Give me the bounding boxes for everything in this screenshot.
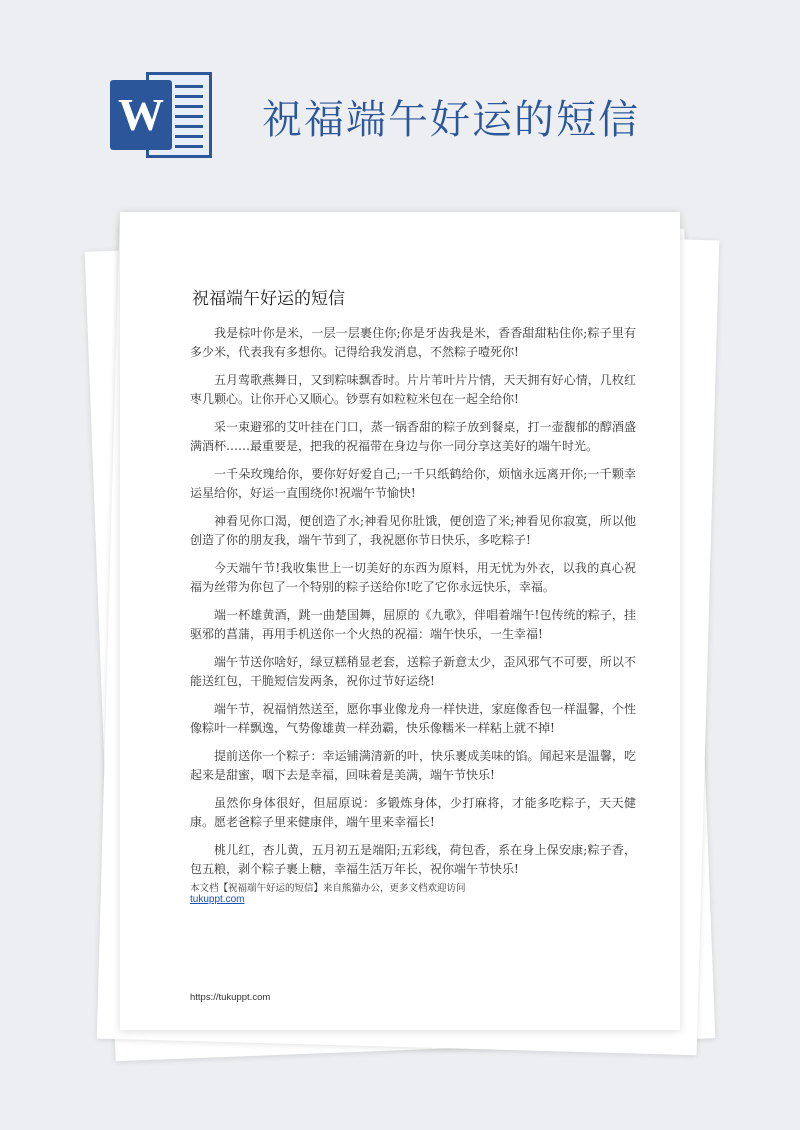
paragraph: 端午节，祝福悄然送至，愿你事业像龙舟一样快进，家庭像香包一样温馨，个性像粽叶一样飘逸，气势像雄黄一样劲霸，快乐像糯米一样粘上就不掉!	[190, 702, 636, 735]
paragraph: 端一杯雄黄酒，跳一曲楚国舞，屈原的《九歌》，伴唱着端午!包传统的粽子，挂驱邪的菖蒲，再用手机送你一个火热的祝福：端午快乐，一生幸福!	[190, 608, 636, 641]
paragraph: 我是棕叶你是米，一层一层裹住你;你是牙齿我是米，香香甜甜粘住你;粽子里有多少米，代表我有多想你。记得给我发消息，不然粽子噎死你!	[190, 326, 636, 359]
paragraph: 端午节送你啥好，绿豆糕稍显老套，送粽子新意太少，歪风邪气不可要，所以不能送红包，干脆短信发两条，祝你过节好运绕!	[190, 655, 636, 688]
paragraph: 采一束避邪的艾叶挂在门口，蒸一锅香甜的粽子放到餐桌，打一壶馥郁的醇酒盛满酒杯……最重要是，把我的祝福带在身边与你一同分享这美好的端午时光。	[190, 420, 636, 453]
source-link[interactable]: tukuppt.com	[190, 894, 245, 905]
document-body	[190, 324, 636, 888]
document-title: 祝福端午好运的短信	[192, 289, 345, 309]
paragraph: 一千朵玫瑰给你，要你好好爱自己;一千只纸鹤给你，烦恼永远离开你;一千颗幸运星给你，好运一直围绕你!祝端午节愉快!	[190, 467, 636, 500]
word-app-icon	[110, 70, 220, 160]
paragraph: 提前送你一个粽子：幸运铺满清新的叶，快乐裹成美味的馅。闻起来是温馨，吃起来是甜蜜，咽下去是幸福，回味着是美满，端午节快乐!	[190, 749, 636, 782]
paragraph: 神看见你口渴，便创造了水;神看见你肚饿，便创造了米;神看见你寂寞，所以他创造了你的朋友我，端午节到了，我祝愿你节日快乐，多吃粽子!	[190, 514, 636, 547]
paragraph: 五月莺歌燕舞日，又到粽味飘香时。片片苇叶片片情，天天拥有好心情，几枚红枣几颗心。让你开心又顺心。钞票有如粒粒米包在一起全给你!	[190, 373, 636, 406]
header	[0, 0, 800, 200]
paragraph: 虽然你身体很好，但屈原说：多锻炼身体，少打麻将，才能多吃粽子，天天健康。愿老爸粽子里来健康伴，端午里来幸福长!	[190, 796, 636, 829]
page-url: https://tukuppt.com	[190, 992, 271, 1003]
paragraph: 今天端午节!我收集世上一切美好的东西为原料，用无忧为外衣，以我的真心祝福为丝带为你包了一个特别的粽子送给你!吃了它你永远快乐，幸福。	[190, 561, 636, 594]
paragraph: 桃儿红，杏儿黄，五月初五是端阳;五彩线，荷包香，系在身上保安康;粽子香，包五粮，剥个粽子裹上糖，幸福生活万年长，祝你端午节快乐!	[190, 843, 636, 876]
header-title: 祝福端午好运的短信	[262, 97, 640, 143]
word-letter-icon: W	[110, 80, 172, 150]
document-page	[120, 212, 680, 1030]
source-note: 本文档【祝福端午好运的短信】来自熊猫办公，更多文档欢迎访问	[190, 883, 466, 894]
